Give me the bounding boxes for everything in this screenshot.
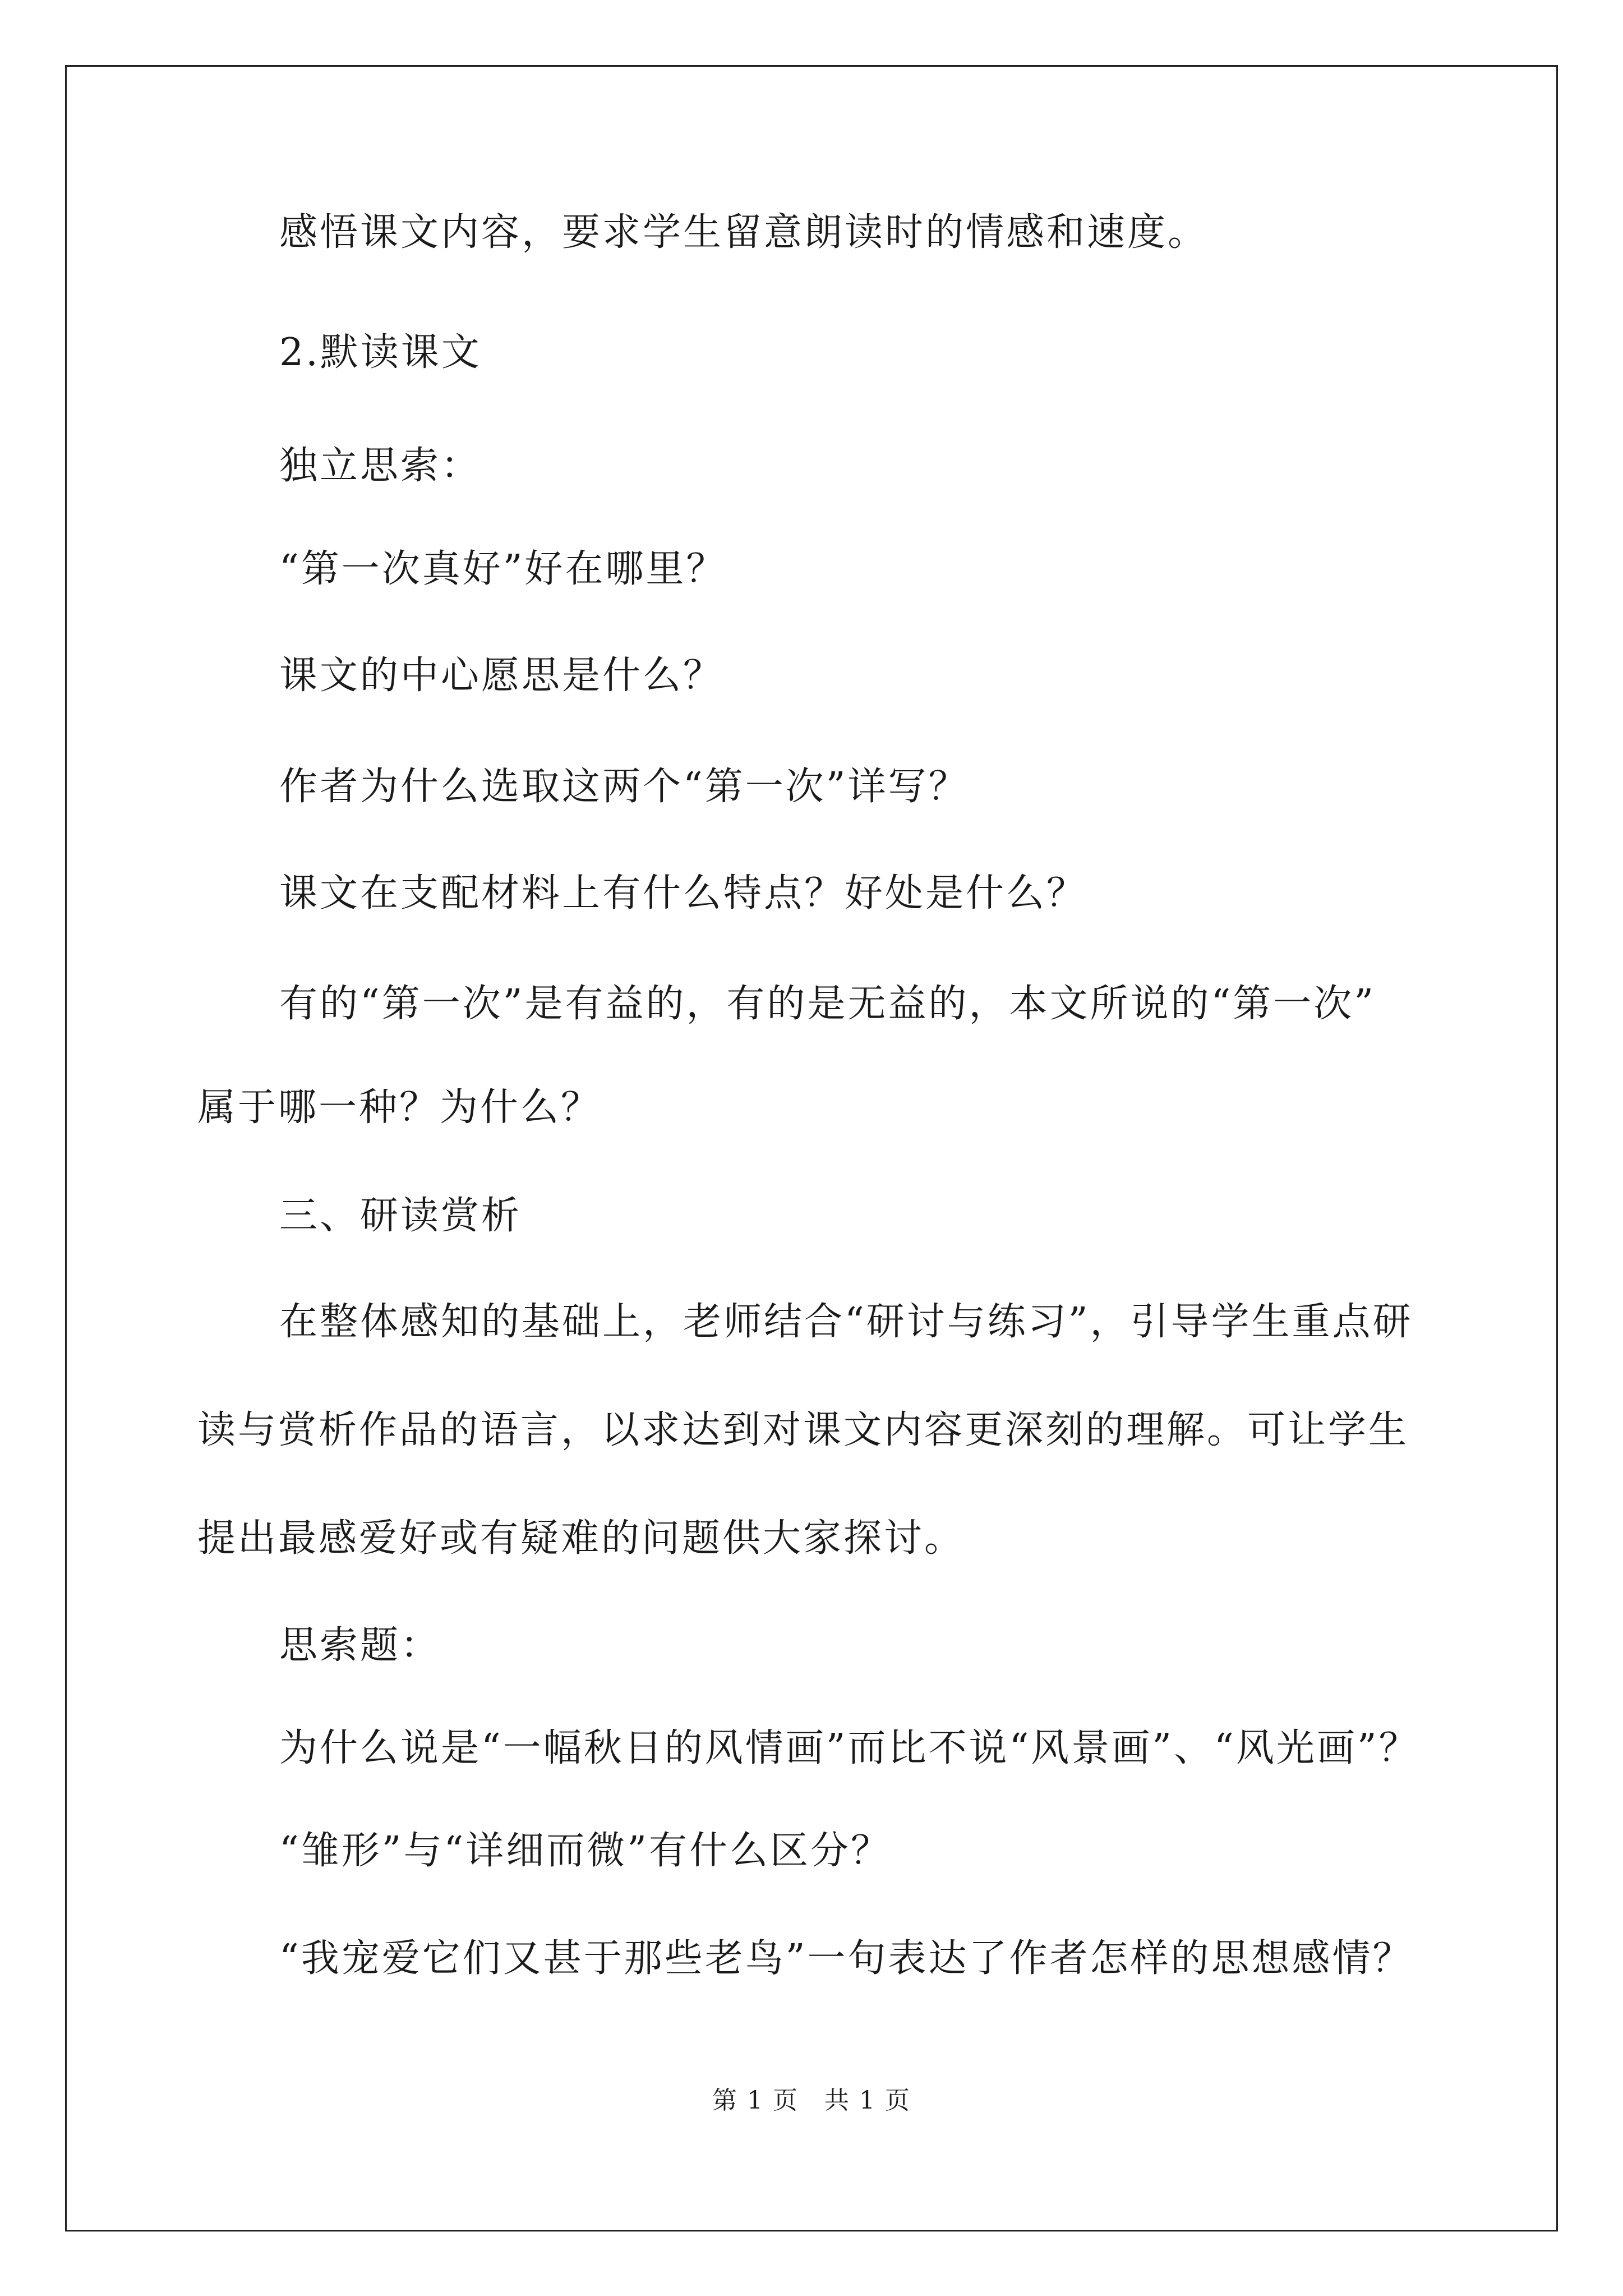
paragraph-line: 课文的中心愿思是什么？ <box>279 654 724 698</box>
paragraph-line: 读与赏析作品的语言，以求达到对课文内容更深刻的理解。可让学生 <box>197 1408 1409 1452</box>
page-border <box>65 65 1558 2231</box>
section-heading: 三、研读赏析 <box>279 1194 522 1238</box>
paragraph-line: 作者为什么选取这两个“第一次”详写？ <box>279 765 969 809</box>
paragraph-line: “雏形”与“详细而微”有什么区分？ <box>279 1829 892 1873</box>
paragraph-line: 思索题： <box>279 1623 441 1668</box>
paragraph-line: 属于哪一种？为什么？ <box>197 1085 602 1130</box>
paragraph-line: 独立思索： <box>279 444 482 488</box>
paragraph-line: 课文在支配材料上有什么特点？好处是什么？ <box>279 871 1087 915</box>
paragraph-line: “我宠爱它们又甚于那些老鸟”一句表达了作者怎样的思想感情？ <box>279 1936 1413 1981</box>
paragraph-line: 在整体感知的基础上，老师结合“研讨与练习”，引导学生重点研 <box>279 1300 1413 1344</box>
paragraph-line: 为什么说是“一幅秋日的风情画”而比不说“风景画”、“风光画”？ <box>279 1726 1419 1770</box>
paragraph-line: 有的“第一次”是有益的，有的是无益的，本文所说的“第一次” <box>279 982 1376 1026</box>
paragraph-line: 提出最感爱好或有疑难的问题供大家探讨。 <box>197 1516 965 1561</box>
paragraph-line: 2.默读课文 <box>279 330 482 375</box>
page-number-footer: 第 1 页 共 1 页 <box>712 2086 911 2115</box>
paragraph-line: 感悟课文内容，要求学生留意朗读时的情感和速度。 <box>279 210 1209 255</box>
paragraph-line: “第一次真好”好在哪里？ <box>279 547 727 591</box>
